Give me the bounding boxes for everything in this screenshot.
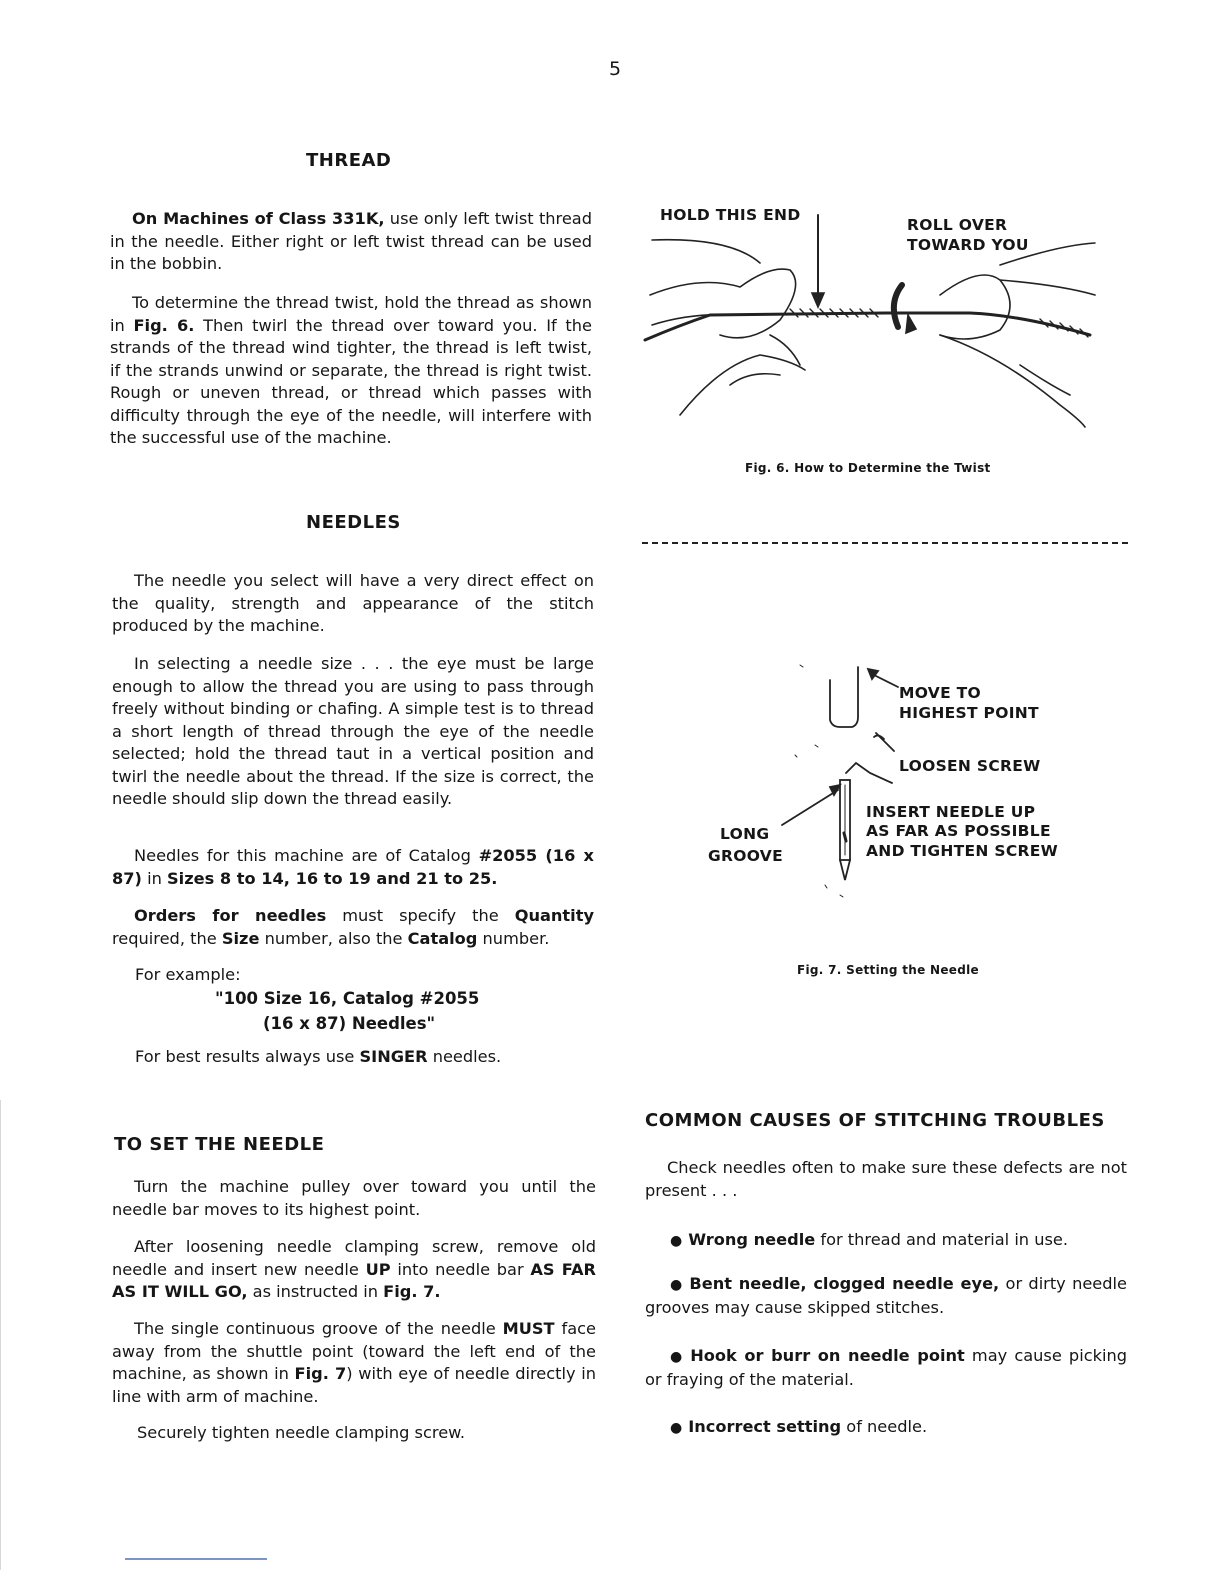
needles-paragraph-6: For best results always use SINGER needles. <box>135 1047 502 1066</box>
groove-label: GROOVE <box>708 847 783 865</box>
insert-needle-label-line-2: AS FAR AS POSSIBLE <box>866 822 1051 840</box>
set-needle-heading: TO SET THE NEEDLE <box>114 1134 325 1155</box>
needles-paragraph-4: Orders for needles must specify the Quantity required, the Size number, also the Catalog number. <box>112 906 595 948</box>
needles-paragraph-3: Needles for this machine are of Catalog #2055 (16 x 87) in Sizes 8 to 14, 16 to 19 and 21 to 25. <box>112 846 594 888</box>
set-needle-paragraph-1: Turn the machine pulley over toward you until the needle bar moves to its highest point. <box>112 1177 596 1219</box>
roll-over-label-line-1: ROLL OVER <box>907 216 1008 234</box>
roll-over-label-line-2: TOWARD YOU <box>907 236 1029 254</box>
bullet-icon: ● <box>670 1349 685 1365</box>
needle-setting-illustration <box>760 655 900 905</box>
trouble-item-3: ● Hook or burr on needle point may cause picking or fraying of the material. <box>645 1346 1127 1389</box>
loosen-screw-label: LOOSEN SCREW <box>899 757 1041 775</box>
troubles-intro: Check needles often to make sure these defects are not present . . . <box>645 1158 1127 1200</box>
long-groove-leader <box>782 790 838 825</box>
trouble-item-4: ● Incorrect setting of needle. <box>670 1417 928 1436</box>
thread-paragraph-1: On Machines of Class 331K, use only left twist thread in the needle. Either right or left twist thread can be used in the bobbin. <box>110 209 592 273</box>
insert-needle-label-line-3: AND TIGHTEN SCREW <box>866 842 1059 860</box>
move-to-label-line-2: HIGHEST POINT <box>899 704 1039 722</box>
bullet-icon: ● <box>670 1277 684 1293</box>
trouble-item-2: ● Bent needle, clogged needle eye, or dirty needle grooves may cause skipped stitches. <box>645 1274 1127 1317</box>
fig7-caption: Fig. 7. Setting the Needle <box>797 963 979 977</box>
thread-heading: THREAD <box>306 150 392 171</box>
class-331k-text: On Machines of Class 331K, <box>132 209 385 228</box>
example-line-2: (16 x 87) Needles" <box>263 1014 436 1033</box>
bullet-icon: ● <box>670 1420 683 1436</box>
set-needle-paragraph-4: Securely tighten needle clamping screw. <box>137 1423 466 1442</box>
right-hand-thumb <box>940 275 1010 339</box>
needles-paragraph-2: In selecting a needle size . . . the eye must be large enough to allow the thread you are using to pass through freely without binding or chafing. A simple test is to thread a short length of thread through the eye of the needle selected; hold the thread taut in a vertical position and twirl the needle about the thread. If the size is correct, the needle should slip down the thread easily. <box>112 654 594 808</box>
long-label: LONG <box>720 825 770 843</box>
insert-needle-label-line-1: INSERT NEEDLE UP <box>866 803 1036 821</box>
catalog-number: #2055 (16 x 87) <box>112 846 594 888</box>
trouble-item-1: ● Wrong needle for thread and material in use. <box>670 1230 1069 1249</box>
fig6-reference: Fig. 6. <box>133 315 195 335</box>
fig6-caption: Fig. 6. How to Determine the Twist <box>745 461 991 475</box>
bullet-icon: ● <box>670 1233 683 1249</box>
move-to-label-line-1: MOVE TO <box>899 684 982 702</box>
singer-brand: SINGER <box>359 1047 428 1066</box>
roll-arrow <box>894 285 902 327</box>
hold-this-end-label: HOLD THIS END <box>660 206 801 224</box>
thread-paragraph-2: To determine the thread twist, hold the thread as shown in Fig. 6. Then twirl the thread over toward you. If the strands of the thread wind tighter, the thread is left twist, if the strands unwind or separate, the thread is right twist. Rough or uneven thread, or thread which passes with difficulty through the eye of the needle, will interfere with the successful use of the machine. <box>110 293 592 447</box>
leader-line-hold <box>652 240 760 263</box>
needle-bar <box>830 667 858 727</box>
needles-paragraph-1: The needle you select will have a very direct effect on the quality, strength and appearance of the stitch produced by the machine. <box>112 571 594 635</box>
fig7-reference: Fig. 7. <box>383 1282 441 1301</box>
footer-rule <box>125 1558 267 1560</box>
troubles-heading: COMMON CAUSES OF STITCHING TROUBLES <box>645 1110 1105 1131</box>
needle-point <box>840 860 850 880</box>
loosen-arrow <box>846 763 892 783</box>
needle-sizes: Sizes 8 to 14, 16 to 19 and 21 to 25. <box>167 869 498 888</box>
thread-twist-illustration <box>640 195 1100 445</box>
page-number: 5 <box>608 58 622 80</box>
set-needle-paragraph-3: The single continuous groove of the needle MUST face away from the shuttle point (toward the left end of the machine, as shown in Fig. 7) with eye of needle directly in line with arm of machine. <box>112 1319 597 1406</box>
dashed-divider <box>642 542 1128 544</box>
set-needle-paragraph-2: After loosening needle clamping screw, remove old needle and insert new needle UP into needle bar AS FAR AS IT WILL GO, as instructed in Fig. 7. <box>112 1237 596 1301</box>
example-intro: For example: <box>135 965 241 984</box>
needles-heading: NEEDLES <box>306 512 401 533</box>
scan-margin-line <box>0 1100 1 1570</box>
example-line-1: "100 Size 16, Catalog #2055 <box>215 989 480 1008</box>
